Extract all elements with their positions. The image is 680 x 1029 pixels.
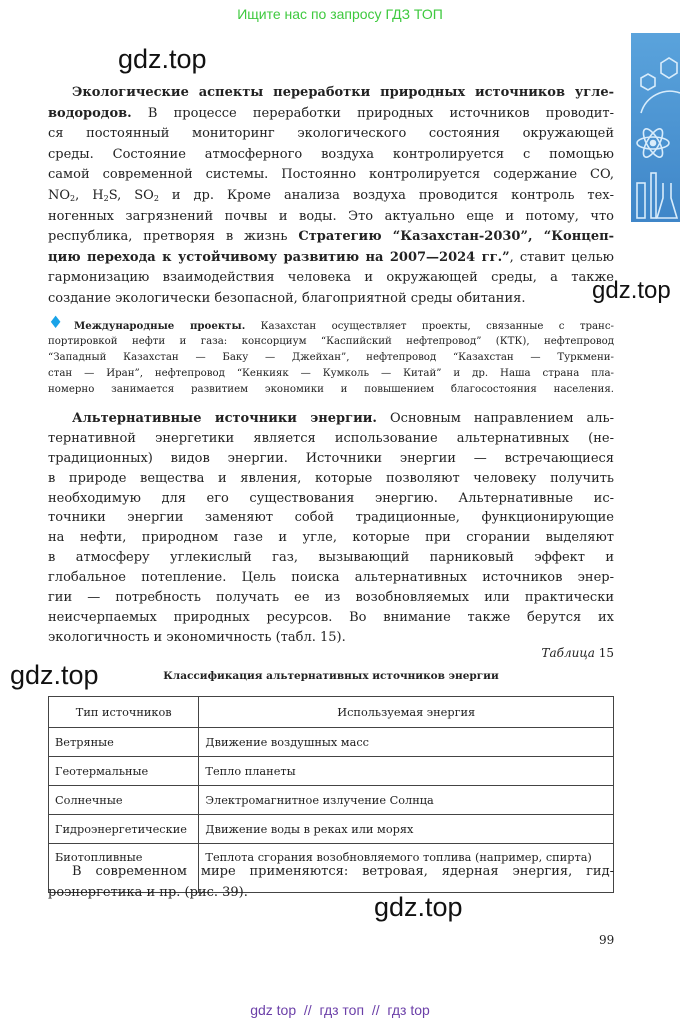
table-row: Ветряные Движение воздушных масс	[49, 728, 614, 757]
watermark: gdz.top	[374, 892, 463, 922]
table-row: Геотермальные Тепло планеты	[49, 757, 614, 786]
note-international-projects: Международные проекты. Казахстан осуществляет проекты, связанные с транс- портировкой нефти и газа: консорциум “Каспийский нефтепровод” (КТК), нефтепровод “Западный Казахстан — Баку — Джейхан”, нефтепровод “Казахстан — Туркмени- стан — Иран”, нефтепровод “Кенкияк — Кумколь — Китай” и др. Наша страна пла- номерно занимается развитием экономики и повышением благосостояния населения.	[48, 320, 614, 395]
table-title: Классификация альтернативных источников энергии	[163, 670, 499, 682]
section-heading: водородов.	[48, 105, 132, 121]
watermark: gdz.top	[592, 277, 671, 304]
paragraph-alternative-energy: Альтернативные источники энергии. Основным направлением аль- тернативной энергетики является использование альтернативных (не- традиционных) видов энергии. Источники энергии — встречающиеся в природе вещества и явления, которые позволяют человеку получить необходимую для его существования энергию. Альтернативные ис- точники энергии заменяют собой традиционные, функционирующие на нефти, природном газе и угле, которые при сгорании выделяют в атмосферу углекислый газ, вызывающий парниковый эффект и глобальное потепление. Цель поиска альтернативных источников энер- гии — потребность получать ее из возобновляемых или практически неисчерпаемых природных ресурсов. Во внимание также берутся их экологичность и экономичность (табл. 15).	[48, 411, 614, 645]
table-row: Солнечные Электромагнитное излучение Солнца	[49, 786, 614, 815]
table-header-row: Тип источников Используемая энергия	[49, 697, 614, 728]
search-banner[interactable]: Ищите нас по запросу ГДЗ ТОП	[237, 6, 443, 22]
watermark: gdz.top	[118, 44, 207, 74]
section-heading: Экологические аспекты переработки природных источников угле-	[72, 85, 614, 100]
diamond-bullet-icon: ♦	[48, 313, 64, 333]
table-row: Гидроэнергетические Движение воды в реках или морях	[49, 815, 614, 844]
watermark: gdz.top	[10, 660, 99, 690]
footer-links[interactable]: gdz top // гдз топ // гдз top	[250, 1002, 430, 1018]
table-row: Биотопливные Теплота сгорания возобновляемого топлива (например, спирта)	[49, 844, 614, 893]
section-heading: Альтернативные источники энергии.	[72, 411, 377, 426]
paragraph-modern-world: В современном мире применяются: ветровая, ядерная энергия, гид- роэнергетика и пр. (рис. 39).	[48, 864, 614, 900]
chemistry-decoration-image	[631, 33, 680, 222]
page-number: 99	[599, 933, 615, 947]
table-caption: Таблица 15	[541, 646, 614, 660]
paragraph-ecology: Экологические аспекты переработки природных источников угле- водородов. В процессе переработки природных источников проводит- ся постоянный мониторинг экологического состояния окружающей среды. Состояние атмосферного воздуха контролируется с помощью самой современной системы. Постоянно контролируется содержание CO, $NO_2$, $H_2S$, $SO_2$ и др. Кроме анализа воздуха проводится контроль тех- ногенных загрязнений почвы и воды. Это актуально еще и потому, что республика, претворяя в жизнь Стратегию “Казахстан-2030”, “Концеп- цию перехода к устойчивому развитию на 2007—2024 гг.”, ставит целью гармонизацию взаимодействия человека и окружающей среды, а также создание экологически безопасной, благоприятной среды обитания.	[48, 85, 614, 306]
